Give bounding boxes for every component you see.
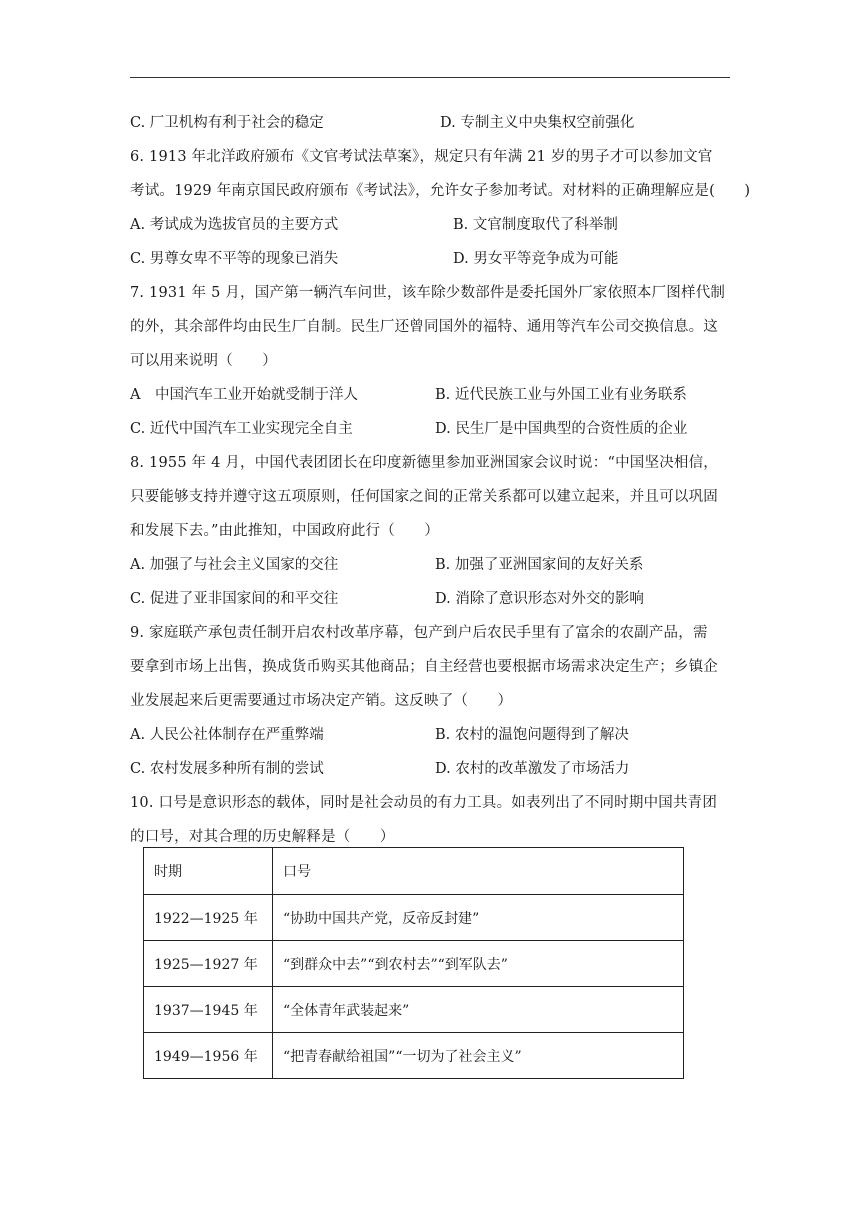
q8-options-row-ab (130, 548, 730, 582)
q6-stem-line1: 6. 1913 年北洋政府颁布《文官考试法草案》，规定只有年满 21 岁的男子才可以参加文官 (130, 149, 713, 165)
q7-stem-line3: 可以用来说明（ ） (130, 353, 277, 369)
q6-option-d[interactable]: D. 男女平等竞争成为可能 (453, 251, 619, 267)
q9-option-b[interactable]: B. 农村的温饱问题得到了解决 (435, 727, 629, 743)
q8-option-a[interactable]: A. 加强了与社会主义国家的交往 (130, 557, 339, 573)
q8-options-row-cd (130, 582, 730, 616)
q8-stem-line1: 8. 1955 年 4 月，中国代表团团长在印度新德里参加亚洲国家会议时说：“中国坚决相信， (130, 455, 719, 471)
q6-stem-line2: 考试。1929 年南京国民政府颁布《考试法》，允许女子参加考试。对材料的正确理解应是( ) (130, 183, 751, 199)
q10-stem-line1: 10. 口号是意识形态的载体，同时是社会动员的有力工具。如表列出了不同时期中国共青团 (130, 795, 718, 811)
table-cell-period: 1922—1925 年 (144, 895, 273, 941)
q8-option-b[interactable]: B. 加强了亚洲国家间的友好关系 (435, 557, 644, 573)
header-rule (130, 77, 730, 78)
table-cell-slogan: “协助中国共产党，反帝反封建” (273, 895, 684, 941)
q9-stem-line2: 要拿到市场上出售，换成货币购买其他商品；自主经营也要根据市场需求决定生产；乡镇企 (130, 659, 718, 675)
q7-options-row-ab (130, 378, 730, 412)
q7-stem-line2: 的外，其余部件均由民生厂自制。民生厂还曾同国外的福特、通用等汽车公司交换信息。这 (130, 319, 718, 335)
table-header-row (144, 848, 684, 895)
table-header-slogan: 口号 (273, 848, 684, 895)
q8-option-d[interactable]: D. 消除了意识形态对外交的影响 (435, 591, 644, 607)
table-header-period: 时期 (144, 848, 273, 895)
q9-stem-line3: 业发展起来后更需要通过市场决定产销。这反映了（ ） (130, 693, 513, 709)
q6-option-a[interactable]: A. 考试成为选拔官员的主要方式 (130, 217, 339, 233)
q6-option-c[interactable]: C. 男尊女卑不平等的现象已消失 (130, 251, 339, 267)
table-row (144, 941, 684, 987)
table-row (144, 1033, 684, 1079)
q6-options-row-ab (130, 208, 730, 242)
slogan-table (143, 847, 684, 1079)
q7-option-b[interactable]: B. 近代民族工业与外国工业有业务联系 (435, 387, 687, 403)
table-cell-period: 1949—1956 年 (144, 1033, 273, 1079)
q8-option-c[interactable]: C. 促进了亚非国家间的和平交往 (130, 591, 339, 607)
q9-stem-line1: 9. 家庭联产承包责任制开启农村改革序幕，包产到户后农民手里有了富余的农副产品，需 (130, 625, 708, 641)
q9-option-c[interactable]: C. 农村发展多种所有制的尝试 (130, 761, 324, 777)
table-cell-slogan: “全体青年武装起来” (273, 987, 684, 1033)
questions-area (130, 106, 751, 854)
q8-stem-line3: 和发展下去。”由此推知，中国政府此行（ ） (130, 523, 440, 539)
table-cell-period: 1925—1927 年 (144, 941, 273, 987)
q5-option-d[interactable]: D. 专制主义中央集权空前强化 (440, 115, 635, 131)
q9-options-row-cd (130, 752, 730, 786)
q7-option-c[interactable]: C. 近代中国汽车工业实现完全自主 (130, 421, 353, 437)
table-cell-period: 1937—1945 年 (144, 987, 273, 1033)
q9-options-row-ab (130, 718, 730, 752)
q6-options-row-cd (130, 242, 730, 276)
q7-option-a[interactable]: A 中国汽车工业开始就受制于洋人 (130, 387, 358, 403)
table-cell-slogan: “到群众中去”“到农村去”“到军队去” (273, 941, 684, 987)
q5-option-c[interactable]: C. 厂卫机构有利于社会的稳定 (130, 115, 324, 131)
q10-stem-line2: 的口号，对其合理的历史解释是（ ） (130, 829, 395, 845)
table-row (144, 895, 684, 941)
q9-option-a[interactable]: A. 人民公社体制存在严重弊端 (130, 727, 324, 743)
table-cell-slogan: “把青春献给祖国”“一切为了社会主义” (273, 1033, 684, 1079)
q7-option-d[interactable]: D. 民生厂是中国典型的合资性质的企业 (435, 421, 688, 437)
table-row (144, 987, 684, 1033)
q7-stem-line1: 7. 1931 年 5 月，国产第一辆汽车问世，该车除少数部件是委托国外厂家依照本厂图样代制 (130, 285, 726, 301)
q9-option-d[interactable]: D. 农村的改革激发了市场活力 (435, 761, 630, 777)
q6-option-b[interactable]: B. 文官制度取代了科举制 (453, 217, 618, 233)
q5-options-row-cd (130, 106, 730, 140)
q7-options-row-cd (130, 412, 730, 446)
q8-stem-line2: 只要能够支持并遵守这五项原则，任何国家之间的正常关系都可以建立起来，并且可以巩固 (130, 489, 718, 505)
